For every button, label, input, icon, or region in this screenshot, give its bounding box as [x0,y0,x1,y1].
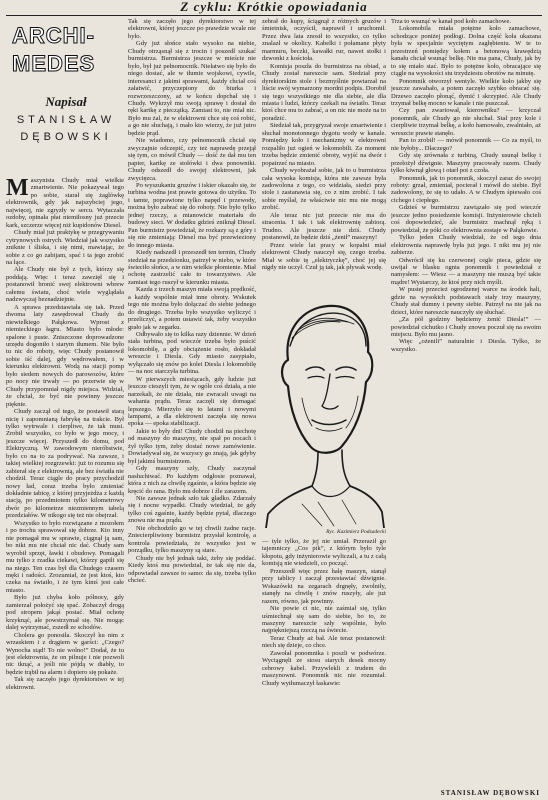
paragraph: W pustej przecież ogrodzenej warce na środek hali, gdzie na wysokich podstawach stały trzy maszyny, Chudy stał dumny i pewny siebie. Patrzył na nie jak na dzieci, które nareszcie nauczyły się słuchać. [391,286,541,316]
paragraph: Przeszedł więc przez halę maszyn, stanął przy tablicy i zaczął przestawiać dźwignie. Wskazówki na zegarach drgnęły, zwolniły, stanęły na chwilę i znów ruszyły, ale już razem, równo, jak powinny. [262,567,386,605]
paragraph: Teraz Chudy aż bał. Ale teraz postanowił: niech się dzieje, co chce. [262,634,386,650]
paragraph: Lokomobila miała potężne koło zamachowe, schodzące poniżej podłogi. Dolna część koła ukazana była w specjalnie wyciętym zagłębieniu. W te to przestrzeń pomiędzy kołem a betonową krawędzią kanału chciał wsunąć belkę. Nie ma pana, Chudy, jak by to się miało stać. Było to potężne koło, obracające się ciągle na wysokości stu trzydziestu obrotów na minutę. [391,25,541,78]
paragraph: Przez wiele lat pracy w kopalni miał elektrowni Chudy nauczył się, czego trzeba. Miał w sobie tę „elektryczkę”, choć jej się nigdy nie uczył. Czuł ją tak, jak pływak wodę. [262,241,386,271]
paragraph: Cholera go ponosiła. Skoczył ku nim z wrzaskiem i z drągiem w garści: „Czego? Wynocha stąd! To nie wolno!” Dodał, że tu jest elektrownia, że on pilnuje i nie pozwoli nic tknąć, a jeśli nie pójdą w diabły, to będzie trąbił na alarm i dopiero się pokaże. [6,631,124,676]
paragraph: Czy pan zwariował, kierowniku? — krzyczał ponomnik, ale Chudy go nie słuchał. Stał przy kole i cierpliwie trzymał belkę, a koło hamowało, zwalniało, aż wreszcie prawie stanęło. [391,107,541,137]
paragraph: Komisja poszła do burmistrza na obiad, a Chudy został nareszcie sam. Siedział przy dyrektorskim stole i bezmyślnie powtarzał na liście swój wymarzony mordni podpis. Dorobił się tego wszystkiego nie dla siebie, ale dla miasta i ludzi, którzy czekali na światło. Teraz ktoś chce mu to zabrać, a on nic nie może na to poradzić. [262,62,386,122]
paragraph-text: aszynista Chudy miał wielkie zmartwienie. Nie pokazywał tego po sobie, starał się żaglówkę elektrownik, gdy jak najszybciej jego, najwięcej, nie zgryzły w sercu. Wytaczała ozdoby, opinała płat niemiłosny już przecie kark, szczerze więcej niż kupidonów Diesel. [6,177,124,229]
paragraph: Gdy już słońce stało wysoko na niebie, Chudy otrząsnął się z trocin i poszedł szukać burmistrza. Burmistrza jeszcze w mieście nie było, był już pełnomocnik. Niełatwo się było do niego dostać, ale w tłumie wojskowi, cywile, interesanci z jakimi sprawami, każdy chciał coś załatwić, przyczepiony do biurka i rozwrzeszczony, aż w końcu dopchał się i Chudy. Wykrzył mu swoją sprawę i dostał do ręki kartkę z pieczątką. Zamiast to, nie miał nic. Było mu żal, że w elektrowni chce się coś robić, a go nie słuchają, i mało kto wierzy, że już jutro będzie prąd. [128,40,256,137]
portrait-illustration [262,290,386,528]
paragraph: Kiedy nadszedł i przeszedł ten termin, Chudy siedział na przedsionku, patrzył w niebo, w które świeciło słońce, a w nim wielkie płomienie. Miał ochotę zastrzelić całe to towarzystwo. Ale zamiast tego ruszył w kierunku miasta. [128,249,256,286]
paragraph: Chudy zaczął od tego, że postawił starą nicię i zapomnianą fabrykę na trakcie. Był tylko wytrwale i cierpliwe, że tak musi. Zrobił wszystko, co było w jego mocy, i jeszcze więcej. Przyszedł do domu, pod Elektryczną. W zawodowym nieróbstwie, było co na to za podrywać. Na zawsze, i takiej wielkiej rozgrzewki: już to rozumu się zabierał się z elektrownią, ale bez światła nie chodził. Teraz ciągle do pracy przychodził nowy ład, coraz trzeba było zmieniać dokładnie tabicę, z której przyjeżdża z każdą stacją, po przedmiotem tylko kilometrowy dwór po kilometrze niezmiennym tabelą przedziałów. W nikogo się też nie obejrzał. [6,408,124,520]
paragraph: A sprawa przedstawiała się tak. Przed dwoma laty zawędrował Chudy do niewielkiego Pałąkowa. Wprost z niemieckiego łagru. Miasto było młode: spalone i puste. Zniszczone doprowadzone urzędu dogoniło i starym tłumem. Nie było tu nic do roboty, więc Chudy postanowił sobie iść dalej, gdy wędrowałem, i w kierunku elektrowni. Wodą na stacji pomp było siedem nowych do parowozów, które po nocy nie trwały — po przerwie się w Chudy przypomniał nigdy miejsca. Widział, że chciał, że być nie powinny jeszcze pięknie. [6,303,124,408]
paragraph: Nie zawsze jednak szło tak gładko. Zdarzały się i nocne wypadki. Chudy wiedział, że gdy tylko coś zgaśnie, każdy będzie pytał, dlaczego znowu nie ma prądu. [128,495,256,525]
author-first-name: STANISŁAW [16,114,116,126]
paragraph [6,177,124,229]
title-block [12,22,120,170]
paragraph: Nie wiadomo, czy pełnomocnik chciał się zwyczajnie odczepić, czy też naprawdę przejął się tym, co mówił Chudy — dość że dał mu ten papier, kartkę ze stołówki i dwa ponowniki. Chudy odszedł do swojej elektrowni, jak zwycięzca. [128,137,256,182]
paragraph: Odbywało się to kilka razy dziennie. W dzień stała turbina, pod wieczór trzeba było puścić lokomobilę, a gdy obciążenie rosło, dokładał wreszcie i Diesla. Gdy miasto zasypiało, wyłączało się znów po kolei Diesla i lokomobilę — na noc starczyła turbina. [128,331,256,376]
story-title-line-2: MEDES [12,51,96,76]
header-rule [6,15,542,16]
paragraph: Gdzieś w burmistrzu zawiązało się pod wieczór jeszcze jedno posiedzenie komisji. Inżynierowie chcieli coś dopowiedzieć, ale burmistrz machnął ręką i powiedział, że póki co elektrownia zostaje w Pałąkowie. [391,204,541,234]
paragraph: Tak się zaczęło jego dyrektorstwo w tej elektrowni. [6,676,124,691]
paragraph: — tyle tylko, że jej nie umiał. Przeraził go tajemniczy „Cos pik”, z którym było tyle kłopotu, gdy inżynierowie wyliczali, a tu z całą komisją nie wiedzieli, co począć. [262,538,386,568]
column-3-top [262,18,386,286]
paragraph: Kazda z trzech maszyn miała swoją prędkość, a każdy wspólnie miał inne obroty. Wskutek tego nie można było dołączać do siebie jednego do drugiego. Trzeba było wszystko wyliczyć i przeliczyć, a potem ustawić tak, żeby wszystko grało jak w zegarku. [128,286,256,331]
paragraph: Gdy się zrównała z turbiną, Chudy usunął belkę i przełożył dźwignie. Maszyny pracowały razem. Chudy tylko kiwnął głową i otarł pot z czoła. [391,152,541,175]
paragraph: Zawołał ponomnika i poszli w podwórze. Wyciągnęli ze stosu starych desek mocny cebrowy kabel. Przywlekli z trudem do maszynowni. Ponomnik nic nie rozumiał. Chudy wytłumaczył łaskawie: [262,649,386,687]
paragraph: Ale Chudy nie był z tych, którzy się poddają. Więc i teraz zawzięł się i postanowił bronić swej elektrowni wbrew całemu światu, choć wiele wyglądała nadzwyczaj beznadziejnie. [6,266,124,304]
paragraph: Nie powie ci nic, nie zaśmiał się, tylko uśmiechnął się sam do siebie, bo to, że maszyny nareszcie szły wspólnie, było najpiękniejszą rzeczą na świecie. [262,605,386,635]
story-title-line-1: ARCHI- [12,23,95,48]
paragraph: Siedział tak, przygryzał swoje zmartwienie i słuchał monotonnego dygotu wody w kanale. Pomiędzy koło i mechanizmy w elektrowni rozpaliło już ogień w lokomobili. Za moment trzeba będzie zmienić obroty, wyjść na dwór i popatrzeć na miasto. [262,122,386,167]
paragraph: Gdy maszyny szły, Chudy zaczynał nasłuchiwać. Po każdym odgłosie poznawał, która z nich za chwilę zgaśnie, a która będzie się kręcić do rana. Było mu dobrze i źle zarazem. [128,465,256,495]
paragraph: Odwrócił się ku czerwonej cegle pieca, gdzie się uwijał w blasku ognia ponomnik i powiedział z namysłem: — Wiesz — a maszyny nie muszą być takie mądre! Wystarczy, że ktoś przy nich myśli. [391,256,541,286]
author-last-name: DĘBOWSKI [20,131,112,143]
column-2 [128,18,256,790]
paragraph: Pan to zrobił! — mówił ponomnik — Co za myśl, to nie byłoby... Dlaczego? [391,137,541,152]
paragraph: Ponomnik, jak to ponomnik, skoczył zaraz do swojej roboty: grzał, zmieniał, pocierał i mówił do siebie. Był zadowolony, że się to udało. A w Chudym śpiewało coś cichego i ciepłego. [391,174,541,204]
paragraph: Więc „ożenili” naturalnie i Diesla. Tylko, że wszystko. [391,338,541,353]
paragraph: Nie obchodziło go w tej chwili żadne racje. Zniecierpliwiony burmistrz przysłał kontrolę, a kontrola powiedziała, że wszystko jest w porządku, tylko maszyny są stare. [128,524,256,555]
paragraph: zebrał do kupy, ściągnął z różnych gruzów i śmietnisk, oczyścił, naprawił i uruchomił. Przez dwa lata znosił to wszystko, co tylko znalazł w okolicy. Kabelki i połamane płyty marmuru, beczki, kawałki rur, nawet stołki i dzwonki z kościoła. [262,18,386,63]
paragraph: Jakie to były dni! Chudy chodził na piechotę od maszyny do maszyny, nie spał po nocach i żył tylko tym, żeby dostać nowe zamówienie. Dowiadywał się, że wszyscy go znają, jak gdyby był jakimś burmistrzem. [128,427,256,465]
paragraph: Po wyszukaniu gruzów i iskier okazało się, że turbina wodna jest prawie gotowa do użytku. To i tamte, poprawione tylko napęd i przewody, można było zabrać się do roboty. Nie było tylko jednej rzeczy, a mianowicie materiału do budowy sieci. W dodatku gdzieś zniknął Diesel. Pan burmistrz powiedział, że rozkazy są z góry i się nie zmieniają: Diesel ma być przewieziony do innego miasta. [128,181,256,249]
paragraph: W pierwszych miesiącach, gdy ludzie już jeszcze cieszyli tym, że w ogóle coś działa, a nie narzekali, że nie działa, nie zwracali uwagi na wahania prądu. Teraz zaczęli się domagać lepszego. Mierzyło się to latami i nowymi lampami, a dla elektrowni zaczęła się nowa epoka — epoka stabilizacji. [128,375,256,428]
byline-label: Napisał [45,94,87,109]
column-3-bottom [262,538,386,790]
column-1 [6,177,124,787]
column-4 [391,18,541,788]
paragraph: Wszystko to było rozwiązane z mozołem i po trochu sprawował się dobrze. Kto inny nie pomagał mu w sprawie, ciągnął ją sam, bo nikt mu nie chciał nic dać. Chudy sam wyrobił sprzęt, ławki i obudowy. Pomagali mu tylko z rzadka ciekawi, którzy gapili się na niego. Ten czas był dla Chudego czasem męki i radości. Zrozumiał, że jest ktoś, kto czeka na światło, i że tym kimś jest całe miasto. [6,519,124,594]
paragraph: Ponomnik otworzył wentyle. Wielkie koło jakby się jeszcze zawahało, a potem zaczęło szybko obracać się. Drzewo zaczęło płonąć, dymić i skrzypieć. Ale Chudy trzymał belkę mocno w kanale i nie puszczał. [391,77,541,107]
paragraph: Chudy nie był jednak taki, żeby się poddać. Kiedy ktoś mu powiedział, że tak się nie da, odpowiadał zawsze to samo: da się, trzeba tylko chcieć. [128,554,256,584]
paragraph: Tylko jeden Chudy wiedział, że od tego dnia elektrownia naprawdę była już jego. I nikt mu jej nie zabierze. [391,234,541,257]
paragraph: Chudy miał już praktykę w przegrywaniu cytrynowych ostrych. Wiedział jak wszystko zniknie i śliska, i się nimi, mawiając, że sobie z co go zabijam, spać i ta jego zrobić na łące. [6,229,124,266]
paragraph: Trza to wsunąć w kanał pod koło zamachowe. [391,18,511,25]
portrait-drawing [262,290,386,528]
paragraph: Chudy wyobrażał sobie, jak to u burmistrza cała wysoka komisja, która nie zawsze była zadowolona z tego, co widziała, siedzi przy stole i zastanawia się, co z nim zrobić. I tak sobie myślał, że właściwie nic mu nie mogą zrobić. [262,167,386,212]
illustration-credit: Ryc. Kazimierz Podsadecki [326,529,386,535]
author-signature: STANISŁAW DĘBOWSKI [440,789,540,797]
series-header: Z cyklu: Krótkie opowiadania [180,0,368,14]
paragraph: Było już chyba koło północy, gdy zamierzał położyć się spać. Zobaczył drogą pod stropem jakąś postać. Miał ochotę krzyknąć, ale powstrzymał się. Nie mogąc dalej wytrzymać, zszedł ze schodów. [6,594,124,632]
paragraph: Tak się zaczęło jego dyrektorstwo w tej elektrowni, której jeszcze po prawdzie wcale nie było. [128,18,256,40]
paragraph: „Za pół godziny będziemy żenić Diesla!” — powiedział cichutko i Chudy znowu poczuł się na swoim miejscu. Było mu jasno. [391,316,541,339]
drop-cap: M [6,177,29,201]
paragraph: Ale teraz nic już przecie nie ma do stracenia. I tak i tak elektrownię zabiorą. Trudno. Ale jeszcze nie dziś. Chudy postanowił, że będzie dziś „żenił” maszyny! [262,211,386,242]
